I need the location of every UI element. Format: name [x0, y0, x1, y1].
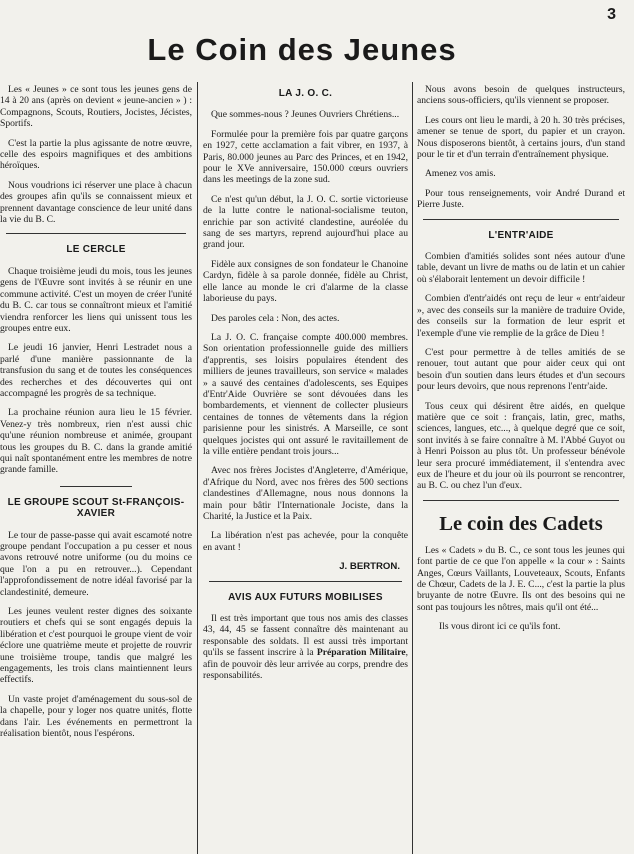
page-number: 3 [607, 6, 616, 23]
joc-paragraph: Que sommes-nous ? Jeunes Ouvriers Chrétiens... [211, 109, 400, 121]
section-title-cercle: LE CERCLE [66, 244, 126, 256]
scout-paragraph: Les jeunes veulent rester dignes des soixante routiers et chefs qui se sont engagés depuis la libération et c'est pourquoi le groupe vient de voir éclore une quatrième meute et projette de rouvrir une troisième troupe, tandis que malgré les engagements, les trois clans maintiennent leurs effectifs. [0, 606, 192, 686]
avis-bold-text: Préparation Militaire [316, 647, 406, 659]
section-title-avis: AVIS AUX FUTURS MOBILISES [228, 591, 383, 603]
cercle-paragraph: Le jeudi 16 janvier, Henri Lestradet nous a parlé d'une manière passionnante de la transfusion du sang et de toutes les conséquences des recherches et des découvertes qui ont accompagné les progrès de sa technique. [0, 342, 192, 399]
sports-paragraph: Amenez vos amis. [425, 168, 496, 180]
cercle-paragraph: La prochaine réunion aura lieu le 15 février. Venez-y très nombreux, rien n'est aussi chic qu'une réunion nombreuse et animée, groupant tous les groupes du B. C. dans la grande amitié qui naît spontanément entre les membres de notre grande famille. [0, 407, 192, 476]
section-divider [423, 500, 619, 501]
scout-paragraph: Un vaste projet d'aménagement du sous-sol de la chapelle, pour y loger nos quatre unités, flotte dans l'air. Les événements en permettront la réalisation bientôt, nous l'espérons. [0, 693, 192, 740]
joc-paragraph: Ce n'est qu'un début, la J. O. C. sortie victorieuse de la lutte contre le national-socialisme teuton, enrichie par son activité clandestine, auréolée du sang de ses martyrs, reprend aujourd'hui place au grand jour. [203, 193, 408, 251]
avis-paragraph [203, 613, 408, 681]
banner-title: Le Coin des Jeunes [147, 32, 457, 67]
entraide-paragraph: C'est pour permettre à de telles amitiés de se renouer, tout autant que pour aider ceux qui ont besoin d'un soutien dans leurs études et d'un secours pour leurs devoirs, que nous reprenons l'entr'aide. [417, 346, 625, 393]
sports-paragraph: Nous avons besoin de quelques instructeurs, anciens sous-officiers, qu'ils viennent se proposer. [417, 84, 625, 107]
scout-paragraph: Le tour de passe-passe qui avait escamoté notre groupe pendant l'occupation a pu cesser et nous avons retrouvé notre uniforme (ou du moins ce que l'on a pu en retrouver...). Cependant l'approfondissement de notre idéal favorisé par la clandestinité, demeure. [0, 529, 192, 598]
entraide-paragraph: Combien d'amitiés solides sont nées autour d'une table, devant un livre de maths ou de latin et un cahier où s'élaborait lentement un devoir difficile ! [417, 251, 625, 285]
column-divider [197, 82, 198, 854]
column-middle [203, 84, 408, 854]
joc-paragraph: La J. O. C. française compte 400.000 membres. Son orientation professionnelle guide des milliers d'apprentis, ses loisirs populaires étendent des milliers de jeunes travailleurs, son service « malades » a sauvé des centaines d'adolescents, ses Equipes d'Entr'Aide Ouvrière se sont dévouées dans les bombardements, et viennent de collecter plusieurs centaines de tonnes de vêtements dans la région parisienne pour les sinistrés. A Marseille, ce sont quelques jocistes qui ont assuré le ravitaillement de la ville entière pendant trois jours... [203, 331, 408, 457]
sports-paragraph: Les cours ont lieu le mardi, à 20 h. 30 très précises, amener se tenue de sport, du papier et un crayon. Nous disposerons bientôt, à certains jours, d'un stand pour le tir et d'un terrain d'entraînement physique. [417, 114, 625, 161]
cercle-paragraph: Chaque troisième jeudi du mois, tous les jeunes gens de l'Œuvre sont invités à se réunir en une commune activité. C'est un moyen de créer l'unité du B. C. car tous se connaîtront mieux et l'amitié viendra renforcer les liens qui unissent tous les groupes entre eux. [0, 265, 192, 334]
cadets-last-line: Ils vous diront ici ce qu'ils font. [439, 621, 561, 633]
column-divider [412, 82, 413, 854]
section-title-scout: LE GROUPE SCOUT St-FRANÇOIS-XAVIER [7, 496, 185, 520]
section-divider [6, 233, 186, 234]
joc-paragraph: Des paroles cela : Non, des actes. [211, 312, 340, 324]
joc-paragraph: La libération n'est pas achevée, pour la conquête en avant ! [203, 530, 408, 553]
intro-paragraph: Nous voudrions ici réserver une place à chacun des groupes afin qu'ils se connaissent mieux et prennent davantage conscience de leur unité dans la vie du B. C. [0, 179, 192, 226]
cadets-paragraph: Les « Cadets » du B. C., ce sont tous les jeunes qui font partie de ce que l'on appelle « la cour » : Saints Anges, Cœurs Vaillants, Louveteaux, Scouts, Enfants de Chœur, Cadets de la J. E. C..., c'est la partie la plus bruyante de notre Œuvre. Ils ont des besoins qui ne sont pas toujours les nôtres, mais qu'il ont été... [417, 544, 625, 613]
column-right [417, 84, 625, 854]
sports-paragraph: Pour tous renseignements, voir André Durand et Pierre Juste. [417, 187, 625, 211]
intro-paragraph: C'est la partie la plus agissante de notre œuvre, celle des espoirs magnifiques et des ambitions héroïques. [0, 137, 192, 172]
joc-paragraph: Fidèle aux consignes de son fondateur le Chanoine Cardyn, fidèle à sa parole donnée, fidèle au Christ, elle lance au monde le cri d'alarme de la classe laborieuse du pays. [203, 258, 408, 305]
column-left [0, 84, 192, 854]
section-title-entraide: L'ENTR'AIDE [488, 229, 554, 241]
avis-text: Il est très important que tous nos amis des classes 43, 44, 45 se fassent connaître dès maintenant au responsable des soldats. Il est aussi très important qu'ils se fassent inscrire à la [203, 613, 408, 659]
section-divider [209, 581, 402, 582]
section-divider [60, 486, 132, 487]
intro-paragraph: Les « Jeunes » ce sont tous les jeunes gens de 14 à 20 ans (après on devient « jeune-ancien » ) : Compagnons, Scouts, Routiers, Jocistes, Jécistes, Sportifs. [0, 84, 192, 130]
section-title-cadets: Le coin des Cadets [439, 512, 603, 535]
avis-text: , afin de pouvoir dès leur arrivée au corps, prendre des responsabilités. [203, 647, 408, 682]
joc-paragraph: Avec nos frères Jocistes d'Angleterre, d'Amérique, d'Afrique du Nord, avec nos frères des 500 sections clandestines d'Allemagne, nous nous donnons la main pour bâtir l'Internationale Jociste, dans la Charité, la Justice et la Paix. [203, 465, 408, 522]
joc-signature: J. BERTRON. [339, 561, 400, 573]
section-divider [423, 219, 619, 220]
entraide-paragraph: Tous ceux qui désirent être aidés, en quelque matière que ce soit : français, latin, grec, maths, sciences, langues, etc..., à quelque degré que ce soit, sont invités à se faire connaître à M. l'Abbé Guyot ou à Henri Poisson au plus tôt. Un professeur bénévole leur sera procuré immédiatement, il s'entendra avec eux de l'heure et du jour où ils pourront se rencontrer, au B. C. ou chez l'un d'eux. [417, 400, 625, 492]
entraide-paragraph: Combien d'entr'aidés ont reçu de leur « entr'aideur », avec des conseils sur la manière de traduire Ovide, des conseils sur la formation de leur esprit et l'exemple d'une vie remplie de la grâce de Dieu ! [417, 293, 625, 339]
joc-paragraph: Formulée pour la première fois par quatre garçons en 1927, cette acclamation a fait vibrer, en 1937, à Paris, 80.000 jeunes au Parc des Princes, et en 1942, pour le XVe anniversaire, 150.000 cœurs ouvriers dans les meetings de la zone sud. [203, 128, 408, 186]
section-title-joc: LA J. O. C. [278, 88, 333, 99]
